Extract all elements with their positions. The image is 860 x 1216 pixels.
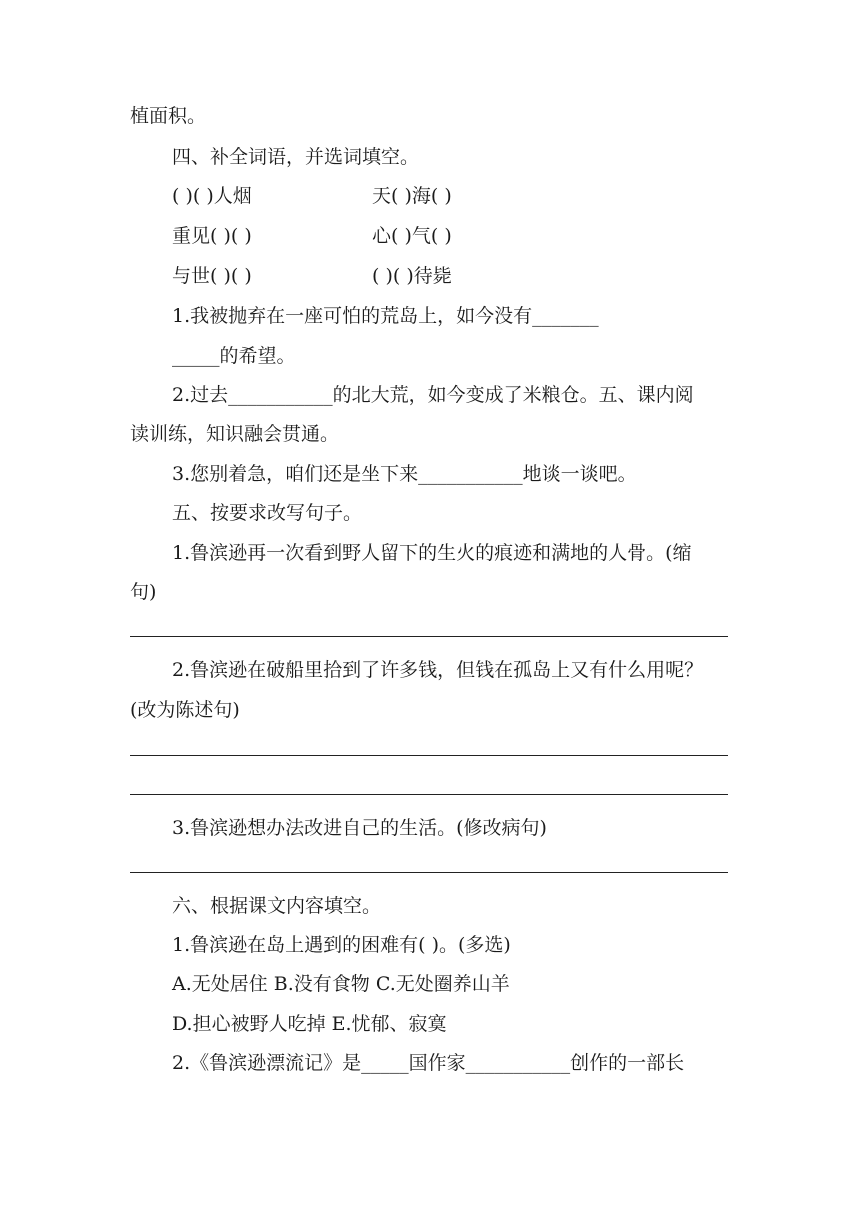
blank-item: ( )( )人烟 — [172, 185, 252, 207]
question-line: 3.您别着急，咱们还是坐下来___________地谈一谈吧。 — [172, 463, 637, 485]
section-heading: 五、按要求改写句子。 — [172, 502, 363, 524]
blank-item: 天( )海( ) — [372, 185, 452, 207]
section-heading: 六、根据课文内容填空。 — [172, 895, 382, 917]
question-line: 2.鲁滨逊在破船里拾到了许多钱，但钱在孤岛上又有什么用呢？ — [172, 659, 704, 681]
blank-item: 与世( )( ) — [172, 265, 252, 287]
option-line: A.无处居住 B.没有食物 C.无处圈养山羊 — [172, 973, 510, 995]
answer-line[interactable] — [130, 872, 728, 873]
question-line: _____的希望。 — [172, 345, 296, 367]
option-line: D.担心被野人吃掉 E.忧郁、寂寞 — [172, 1013, 447, 1035]
blank-item: 心( )气( ) — [372, 225, 452, 247]
question-line: 句) — [130, 581, 157, 603]
question-line: 2.过去___________的北大荒，如今变成了米粮仓。五、课内阅 — [172, 384, 694, 406]
question-line: (改为陈述句) — [130, 699, 240, 721]
blank-item: 重见( )( ) — [172, 225, 252, 247]
question-line: 1.鲁滨逊再一次看到野人留下的生火的痕迹和满地的人骨。(缩 — [172, 542, 692, 564]
blank-item: ( )( )待毙 — [372, 265, 452, 287]
answer-line[interactable] — [130, 755, 728, 756]
section-heading: 四、补全词语，并选词填空。 — [172, 146, 420, 168]
answer-line[interactable] — [130, 794, 728, 795]
answer-line[interactable] — [130, 636, 728, 637]
question-line: 3.鲁滨逊想办法改进自己的生活。(修改病句) — [172, 817, 547, 839]
question-line: 1.我被抛弃在一座可怕的荒岛上，如今没有_______ — [172, 305, 599, 327]
question-line: 2.《鲁滨逊漂流记》是_____国作家___________创作的一部长 — [172, 1052, 685, 1074]
question-line: 1.鲁滨逊在岛上遇到的困难有( )。(多选) — [172, 934, 511, 956]
question-line: 读训练，知识融会贯通。 — [130, 423, 340, 445]
text-line: 植面积。 — [130, 105, 207, 127]
